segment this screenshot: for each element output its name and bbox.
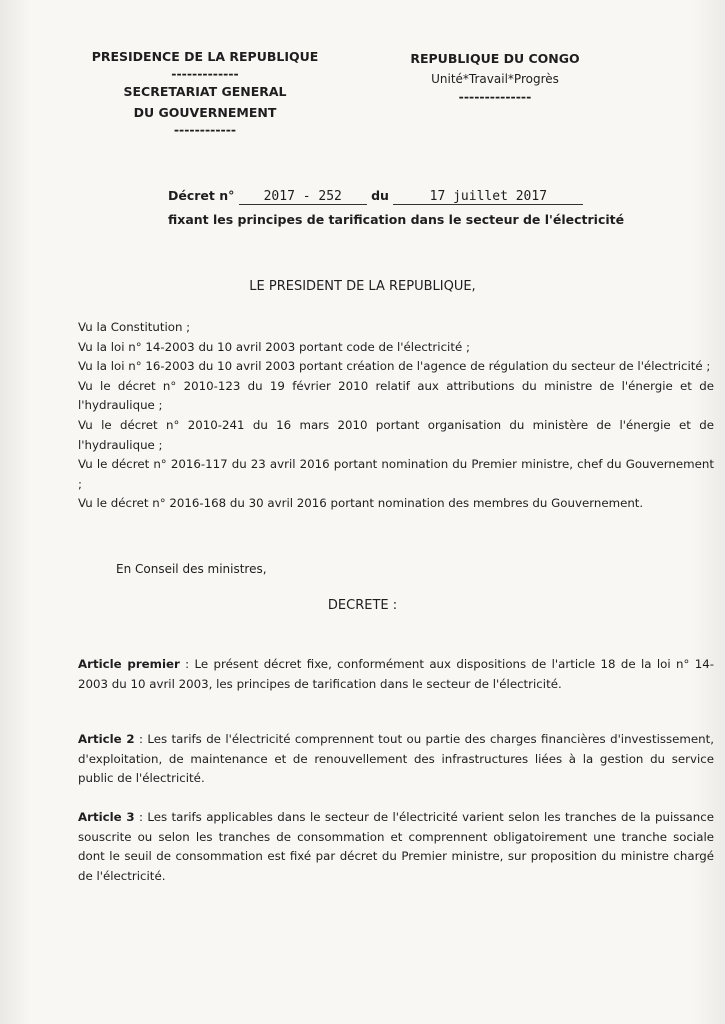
article-3 — [78, 808, 714, 886]
visa-item: Vu la loi n° 16-2003 du 10 avril 2003 portant création de l'agence de régulation du secteur de l'électricité ; — [78, 359, 711, 374]
president-heading: LE PRESIDENT DE LA REPUBLIQUE, — [249, 279, 476, 294]
visa-item: Vu la loi n° 14-2003 du 10 avril 2003 portant code de l'électricité ; — [78, 339, 470, 354]
decrete-heading: DECRETE : — [327, 598, 398, 613]
visa-item: Vu le décret n° 2016-168 du 30 avril 2016 portant nomination des membres du Gouvernement. — [78, 496, 644, 511]
header-right — [395, 48, 595, 104]
header-separator: ------------- — [171, 66, 239, 81]
article-2 — [78, 730, 714, 789]
article-label: Article premier — [78, 657, 180, 671]
header-separator: -------------- — [458, 89, 532, 104]
header-presidence: PRESIDENCE DE LA REPUBLIQUE — [91, 49, 319, 64]
header-motto: Unité*Travail*Progrès — [431, 72, 559, 86]
decree-date: 17 juillet 2017 — [393, 189, 583, 205]
header-gouvernement: DU GOUVERNEMENT — [133, 105, 277, 120]
article-text: : Les tarifs de l'électricité comprennent tout ou partie des charges financières d'investissement, d'exploitation, de maintenance et de renouvellement des infrastructures liées à la gestion du service public de l'électricité. — [78, 732, 715, 786]
conseil-line: En Conseil des ministres, — [116, 562, 267, 576]
article-text: : Les tarifs applicables dans le secteur de l'électricité varient selon les tranches de la puissance souscrite ou selon les tranches de consommation et comprennent obligatoirement une tranche sociale dont le seuil de consommation est fixé par décret du Premier ministre, sur proposition du ministre chargé de l'électricité. — [78, 810, 714, 883]
visa-item: Vu le décret n° 2016-117 du 23 avril 2016 portant nomination du Premier ministre, chef du Gouvernement ; — [78, 457, 714, 491]
article-text: : Le présent décret fixe, conformément aux dispositions de l'article 18 de la loi n° 14-2003 du 10 avril 2003, les principes de tarification dans le secteur de l'électricité. — [78, 657, 714, 691]
header-separator: ------------ — [173, 122, 237, 137]
decree-title — [168, 188, 583, 205]
visa-item: Vu le décret n° 2010-123 du 19 février 2010 relatif aux attributions du ministre de l'énergie et de l'hydraulique ; — [78, 378, 714, 413]
header-secretariat: SECRETARIAT GENERAL — [123, 84, 287, 99]
decree-number: 2017 - 252 — [239, 189, 367, 205]
article-premier — [78, 655, 714, 694]
visas-list — [78, 318, 714, 514]
visa-item: Vu le décret n° 2010-241 du 16 mars 2010 portant organisation du ministère de l'énergie et de l'hydraulique ; — [78, 417, 714, 452]
decree-du: du — [371, 188, 389, 203]
article-label: Article 2 — [78, 732, 135, 746]
header-republique: REPUBLIQUE DU CONGO — [410, 51, 580, 66]
decree-label: Décret n° — [168, 188, 235, 203]
header-left — [80, 46, 330, 137]
visa-item: Vu la Constitution ; — [78, 320, 191, 334]
decree-subtitle: fixant les principes de tarification dans le secteur de l'électricité — [168, 212, 625, 227]
article-label: Article 3 — [78, 810, 135, 824]
